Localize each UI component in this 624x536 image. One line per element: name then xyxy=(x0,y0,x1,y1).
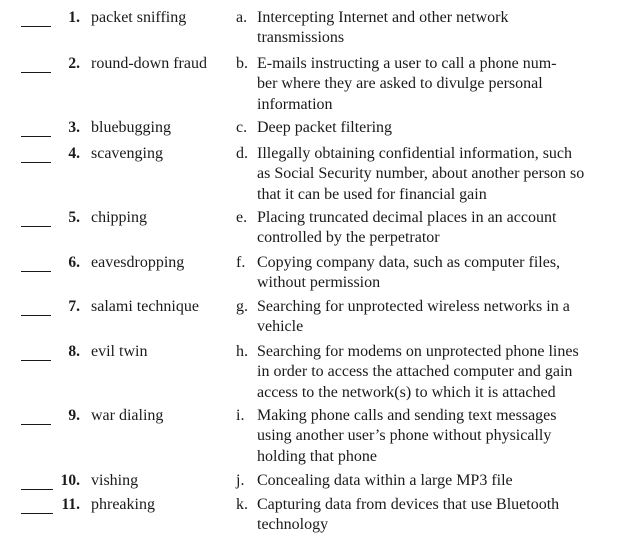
term: packet sniffing xyxy=(91,9,187,26)
definition-letter: a. xyxy=(236,9,248,26)
definition-line: as Social Security number, about another person so xyxy=(257,165,585,183)
definition xyxy=(257,297,617,338)
definition-line: Illegally obtaining confidential information, such xyxy=(257,145,573,162)
definition-letter: k. xyxy=(236,496,248,513)
definition-line: ber where they are asked to divulge personal xyxy=(257,75,543,93)
answer-blank[interactable] xyxy=(21,162,51,163)
answer-blank[interactable] xyxy=(21,72,51,73)
item-number: 8. xyxy=(68,343,80,360)
definition-letter: g. xyxy=(236,298,248,315)
definition-line: holding that phone xyxy=(257,447,377,465)
term: phreaking xyxy=(91,496,155,513)
item-number: 11. xyxy=(61,496,80,513)
item-number: 3. xyxy=(68,119,80,136)
item-number: 5. xyxy=(68,209,80,226)
definition-letter: h. xyxy=(236,343,248,360)
term: bluebugging xyxy=(91,119,171,136)
definition xyxy=(257,342,617,403)
term: salami technique xyxy=(91,298,199,315)
definition-letter: c. xyxy=(236,119,248,136)
definition-letter: b. xyxy=(236,55,248,72)
definition-letter: i. xyxy=(236,407,245,424)
definition xyxy=(257,8,617,49)
item-number: 2. xyxy=(68,55,80,72)
item-number: 6. xyxy=(68,254,80,271)
answer-blank[interactable] xyxy=(21,136,51,137)
item-number: 9. xyxy=(68,407,80,424)
answer-blank[interactable] xyxy=(21,489,53,490)
definition-line: Copying company data, such as computer files, xyxy=(257,254,561,271)
definition-line: controlled by the perpetrator xyxy=(257,229,440,247)
answer-blank[interactable] xyxy=(21,26,51,27)
answer-blank[interactable] xyxy=(21,271,51,272)
term: vishing xyxy=(91,472,139,489)
definition-letter: d. xyxy=(236,145,248,162)
answer-blank[interactable] xyxy=(21,226,51,227)
definition-line: Intercepting Internet and other network xyxy=(257,9,509,26)
definition-line: using another user’s phone without physically xyxy=(257,427,552,445)
definition-line: Placing truncated decimal places in an account xyxy=(257,209,557,226)
definition-line: Searching for modems on unprotected phone lines xyxy=(257,343,579,360)
term: eavesdropping xyxy=(91,254,185,271)
definition-line: Capturing data from devices that use Bluetooth xyxy=(257,496,560,513)
definition-line: in order to access the attached computer and gain xyxy=(257,363,573,381)
definition-line: access to the network(s) to which it is attached xyxy=(257,383,556,401)
definition-line: E-mails instructing a user to call a phone num- xyxy=(257,55,557,72)
definition-line: transmissions xyxy=(257,29,345,47)
definition-letter: e. xyxy=(236,209,248,226)
answer-blank[interactable] xyxy=(21,315,51,316)
definition xyxy=(257,208,617,249)
item-number: 4. xyxy=(68,145,80,162)
definition xyxy=(257,144,617,205)
item-number: 1. xyxy=(68,9,80,26)
answer-blank[interactable] xyxy=(21,360,51,361)
item-number: 10. xyxy=(60,472,80,489)
answer-blank[interactable] xyxy=(21,513,53,514)
definition xyxy=(257,253,617,294)
term: chipping xyxy=(91,209,147,226)
definition xyxy=(257,406,617,467)
term: scavenging xyxy=(91,145,163,162)
definition-line: Deep packet filtering xyxy=(257,119,393,136)
item-number: 7. xyxy=(68,298,80,315)
definition-line: vehicle xyxy=(257,318,304,336)
definition xyxy=(257,118,617,138)
definition-letter: f. xyxy=(236,254,246,271)
definition xyxy=(257,54,617,115)
definition xyxy=(257,471,617,491)
answer-blank[interactable] xyxy=(21,424,51,425)
term: round-down fraud xyxy=(91,55,207,72)
definition-line: Making phone calls and sending text messages xyxy=(257,407,557,424)
definition-line: Searching for unprotected wireless networks in a xyxy=(257,298,570,315)
definition-line: without permission xyxy=(257,274,381,292)
term: war dialing xyxy=(91,407,164,424)
term: evil twin xyxy=(91,343,148,360)
definition-line: that it can be used for financial gain xyxy=(257,185,487,203)
definition-line: Concealing data within a large MP3 file xyxy=(257,472,513,489)
definition xyxy=(257,495,617,536)
definition-line: technology xyxy=(257,516,329,534)
definition-letter: j. xyxy=(236,472,245,489)
definition-line: information xyxy=(257,95,333,113)
